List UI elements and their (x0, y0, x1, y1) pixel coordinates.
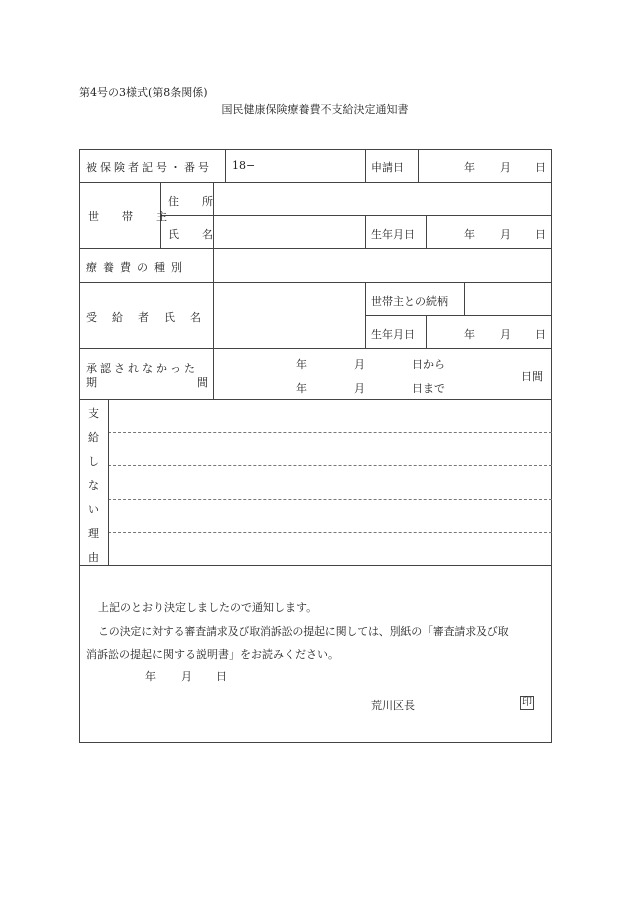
row-divider (160, 215, 552, 216)
row-divider (79, 565, 552, 566)
reason-line (108, 465, 552, 466)
reason-line (108, 532, 552, 533)
application-year-label: 年 (464, 161, 475, 174)
expense-type-label: 療養費の種別 (86, 261, 188, 274)
notice-month-label: 月 (181, 670, 192, 683)
period-label-line1: 承認されなかった (86, 362, 198, 375)
address-label: 住 所 (168, 195, 219, 208)
row-divider (79, 399, 552, 400)
period-to-day-label: 日まで (412, 382, 445, 395)
col-divider (426, 215, 427, 248)
reason-label-char: 由 (88, 551, 99, 564)
recipient-birth-month-label: 月 (500, 328, 511, 341)
insured-number-value: 18− (232, 159, 256, 172)
form-reference: 第4号の3様式(第8条関係) (79, 86, 208, 99)
period-from-year-label: 年 (296, 358, 307, 371)
application-day-label: 日 (535, 161, 546, 174)
col-divider (108, 399, 109, 565)
signer-name: 荒川区長 (371, 699, 415, 712)
notice-year-label: 年 (145, 670, 156, 683)
reason-line (108, 499, 552, 500)
householder-name-label: 氏 名 (168, 228, 219, 241)
application-date-label: 申請日 (371, 161, 404, 174)
col-divider (225, 149, 226, 182)
row-divider (365, 315, 552, 316)
period-label-right: 間 (197, 376, 208, 389)
householder-birth-date-label: 生年月日 (371, 228, 415, 241)
relationship-label: 世帯主との続柄 (371, 295, 448, 308)
reason-label-char: 理 (88, 527, 99, 540)
col-divider (213, 282, 214, 348)
row-divider (79, 282, 552, 283)
col-divider (365, 215, 366, 248)
period-to-month-label: 月 (354, 382, 365, 395)
recipient-birth-date-label: 生年月日 (371, 328, 415, 341)
notice-line-1: 上記のとおり決定しましたので通知します。 (98, 601, 318, 614)
col-divider (418, 149, 419, 182)
period-from-month-label: 月 (354, 358, 365, 371)
period-label-left: 期 (86, 376, 97, 389)
householder-birth-day-label: 日 (535, 228, 546, 241)
reason-line (108, 432, 552, 433)
notice-line-2: この決定に対する審査請求及び取消訴訟の提起に関しては、別紙の「審査請求及び取 (98, 625, 509, 638)
period-from-day-label: 日から (412, 358, 445, 371)
document-title: 国民健康保険療養費不支給決定通知書 (221, 103, 409, 116)
period-to-year-label: 年 (296, 382, 307, 395)
col-divider (365, 149, 366, 182)
reason-label-char: し (88, 455, 99, 468)
col-divider (213, 348, 214, 399)
reason-label-char: な (88, 479, 99, 492)
row-divider (79, 348, 552, 349)
col-divider (365, 282, 366, 348)
col-divider (426, 315, 427, 348)
reason-label-char: 給 (88, 431, 99, 444)
recipient-birth-year-label: 年 (464, 328, 475, 341)
householder-birth-month-label: 月 (500, 228, 511, 241)
row-divider (79, 248, 552, 249)
recipient-birth-day-label: 日 (535, 328, 546, 341)
col-divider (213, 248, 214, 282)
notice-line-3: 消訴訟の提起に関する説明書」をお読みください。 (86, 648, 339, 661)
application-month-label: 月 (500, 161, 511, 174)
col-divider (464, 282, 465, 315)
reason-label-char: い (88, 503, 99, 516)
seal-mark: 印 (522, 697, 532, 708)
recipient-name-label: 受 給 者 氏 名 (86, 311, 203, 324)
notice-day-label: 日 (216, 670, 227, 683)
reason-label-char: 支 (88, 407, 99, 420)
householder-birth-year-label: 年 (464, 228, 475, 241)
insured-number-label: 被保険者記号・番号 (86, 161, 212, 174)
period-days-label: 日間 (521, 370, 543, 383)
row-divider (79, 182, 552, 183)
householder-label: 世 帯 主 (88, 210, 173, 223)
